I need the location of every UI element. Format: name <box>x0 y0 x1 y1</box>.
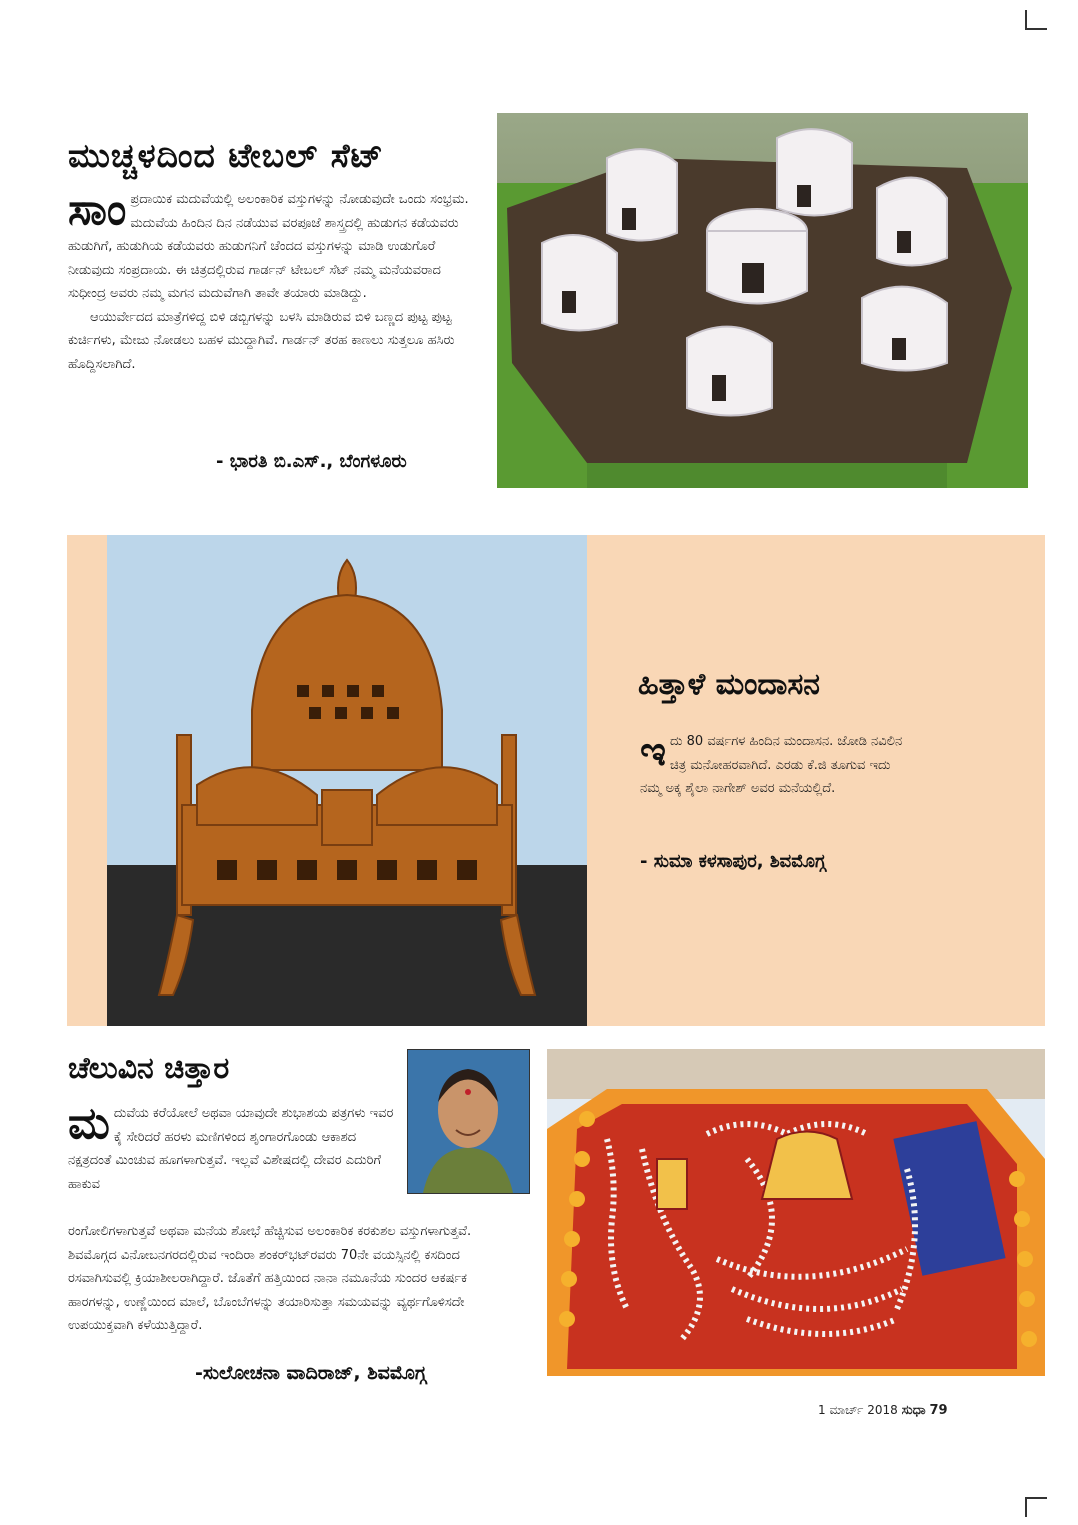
crop-mark-bottom <box>1025 1497 1047 1517</box>
article1-para2: ಆಯುರ್ವೇದದ ಮಾತ್ರೆಗಳಿದ್ದ ಬಿಳಿ ಡಬ್ಬಿಗಳನ್ನು ಬಳಸಿ ಮಾಡಿರುವ ಬಿಳಿ ಬಣ್ಣದ ಪುಟ್ಟ ಪುಟ್ಟ ಕುರ್ಚಿಗಳು, ಮೇಜು ನೋಡಲು ಬಹಳ ಮುದ್ದಾಗಿವೆ. ಗಾರ್ಡನ್ ತರಹ ಕಾಣಲು ಸುತ್ತಲೂ ಹಸಿರು ಹೊದ್ದಿಸಲಾಗಿದೆ. <box>68 309 455 372</box>
author-portrait-photo <box>407 1049 530 1194</box>
article3-dropcap: ಮ <box>68 1098 110 1149</box>
article3-body-bottom <box>68 1220 508 1338</box>
brass-mandasana-photo <box>107 535 587 1026</box>
article1-title: ಮುಚ್ಚಳದಿಂದ ಟೇಬಲ್ ಸೆಟ್ <box>68 136 384 175</box>
article1-dropcap: ಸಾಂ <box>68 184 127 235</box>
article1-para1: ಪ್ರದಾಯಿಕ ಮದುವೆಯಲ್ಲಿ ಅಲಂಕಾರಿಕ ವಸ್ತುಗಳನ್ನು ನೋಡುವುದೇ ಒಂದು ಸಂಭ್ರಮ. ಮದುವೆಯ ಹಿಂದಿನ ದಿನ ನಡೆಯುವ ವರಪೂಜೆ ಶಾಸ್ತ್ರದಲ್ಲಿ ಹುಡುಗನ ಕಡೆಯವರು ಹುಡುಗಿಗೆ, ಹುಡುಗಿಯ ಕಡೆಯವರು ಹುಡುಗನಿಗೆ ಚೆಂದದ ವಸ್ತುಗಳನ್ನು ಮಾಡಿ ಉಡುಗೊರೆ ನೀಡುವುದು ಸಂಪ್ರದಾಯ. ಈ ಚಿತ್ರದಲ್ಲಿರುವ ಗಾರ್ಡನ್ ಟೇಬಲ್ ಸೆಟ್ ನಮ್ಮ ಮನೆಯವರಾದ ಸುಧೀಂದ್ರ ಅವರು ನಮ್ಮ ಮಗನ ಮದುವೆಗಾಗಿ ತಾವೇ ತಯಾರು ಮಾಡಿದ್ದು. <box>68 192 469 301</box>
crop-mark-top <box>1025 10 1047 30</box>
article3-byline: -ಸುಲೋಚನಾ ವಾದಿರಾಜ್, ಶಿವಮೊಗ್ಗ <box>195 1362 427 1384</box>
rangoli-artwork-photo <box>547 1049 1045 1376</box>
article2-dropcap: ಇ <box>640 729 666 775</box>
article3-para1a: ದುವೆಯ ಕರೆಯೋಲೆ ಅಥವಾ ಯಾವುದೇ ಶುಭಾಶಯ ಪತ್ರಗಳು ಇವರ ಕೈ ಸೇರಿದರೆ ಹರಳು ಮಣಿಗಳಿಂದ ಶೃಂಗಾರಗೊಂಡು ಆಕಾಶದ ನಕ್ಷತ್ರದಂತೆ ಮಿಂಚುವ ಹೂಗಳಾಗುತ್ತವೆ. ಇಲ್ಲವೆ ವಿಶೇಷದಲ್ಲಿ ದೇವರ ಎದುರಿಗೆ ಹಾಕುವ <box>68 1106 394 1192</box>
article2-body <box>640 730 908 801</box>
table-set-photo <box>497 113 1028 488</box>
footer-magazine: ಸುಧಾ <box>901 1403 926 1418</box>
article2-para1: ದು 80 ವರ್ಷಗಳ ಹಿಂದಿನ ಮಂದಾಸನ. ಜೋಡಿ ನವಿಲಿನ ಚಿತ್ರ ಮನೋಹರವಾಗಿದೆ. ಎರಡು ಕೆ.ಜಿ ತೂಗುವ ಇದು ನಮ್ಮ ಅಕ್ಕ ಶೈಲಾ ನಾಗೇಶ್ ಅವರ ಮನೆಯಲ್ಲಿದೆ. <box>640 734 903 796</box>
footer-page-number: 79 <box>929 1403 948 1418</box>
article3-body-top <box>68 1098 398 1196</box>
footer-date: 1 ಮಾರ್ಚ್ 2018 <box>818 1403 898 1417</box>
article1-byline: - ಭಾರತಿ ಬಿ.ಎಸ್., ಬೆಂಗಳೂರು <box>216 451 407 472</box>
article1-body <box>68 184 473 376</box>
article3-para1b: ರಂಗೋಲಿಗಳಾಗುತ್ತವೆ ಅಥವಾ ಮನೆಯ ಶೋಭೆ ಹೆಚ್ಚಿಸುವ ಅಲಂಕಾರಿಕ ಕರಕುಶಲ ವಸ್ತುಗಳಾಗುತ್ತವೆ. ಶಿವಮೊಗ್ಗದ ವಿನೋಬನಗರದಲ್ಲಿರುವ ಇಂದಿರಾ ಶಂಕರ್‌ಭಟ್‌ರವರು 70ನೇ ವಯಸ್ಸಿನಲ್ಲಿ ಕಸದಿಂದ ರಸವಾಗಿಸುವಲ್ಲಿ ಕ್ರಿಯಾಶೀಲರಾಗಿದ್ದಾರೆ. ಜೊತೆಗೆ ಹತ್ತಿಯಿಂದ ನಾನಾ ನಮೂನೆಯ ಸುಂದರ ಆಕರ್ಷಕ ಹಾರಗಳನ್ನು, ಉಣ್ಣೆಯಿಂದ ಮಾಲೆ, ಬೊಂಬೆಗಳನ್ನು ತಯಾರಿಸುತ್ತಾ ಸಮಯವನ್ನು ವ್ಯರ್ಥಗೊಳಿಸದೇ ಉಪಯುಕ್ತವಾಗಿ ಕಳೆಯುತ್ತಿದ್ದಾರೆ. <box>68 1224 472 1333</box>
page-footer <box>818 1403 948 1418</box>
article2-title: ಹಿತ್ತಾಳೆ ಮಂದಾಸನ <box>638 667 820 702</box>
article3-title: ಚೆಲುವಿನ ಚಿತ್ತಾರ <box>68 1051 230 1086</box>
article2-byline: - ಸುಮಾ ಕಳಸಾಪುರ, ಶಿವಮೊಗ್ಗ <box>640 851 826 872</box>
